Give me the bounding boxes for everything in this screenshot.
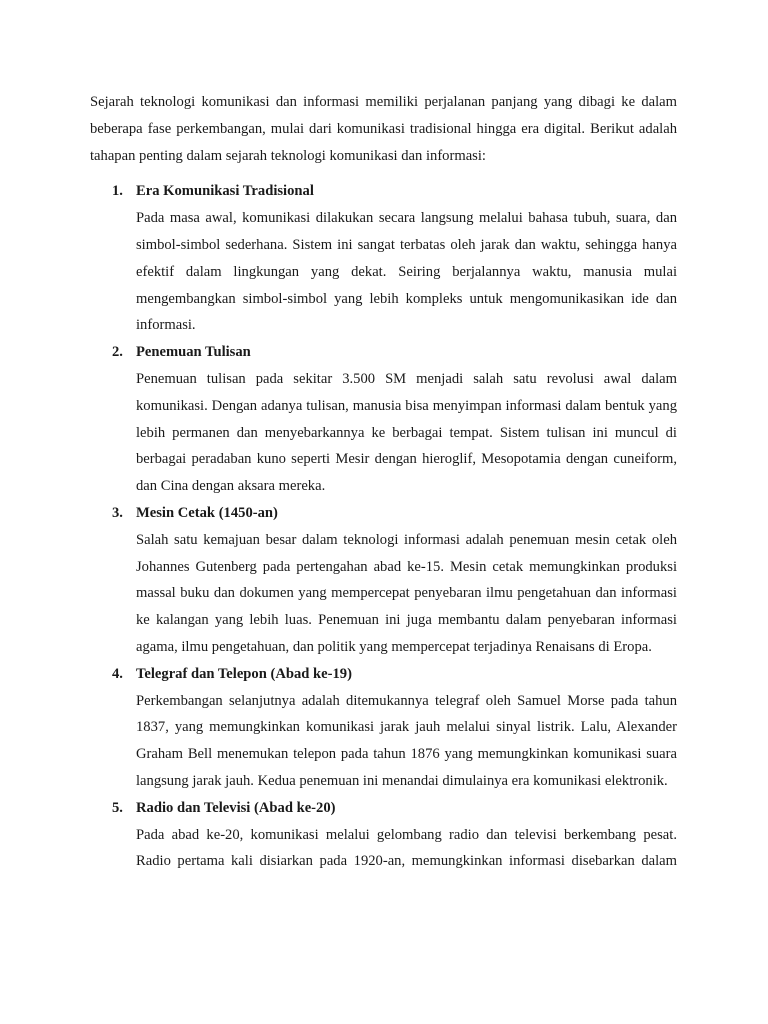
intro-paragraph: Sejarah teknologi komunikasi dan informasi memiliki perjalanan panjang yang dibagi ke dalam beberapa fase perkembangan, mulai dari komunikasi tradisional hingga era digital. Berikut adalah tahapan penting dalam sejarah teknologi komunikasi dan informasi: [90,94,677,164]
list-number: 3. [112,504,123,521]
section-heading: Telegraf dan Telepon (Abad ke-19) [136,665,352,682]
list-item [90,500,677,661]
section-heading: Penemuan Tulisan [136,344,251,361]
list-item [90,339,677,500]
history-list [90,178,677,875]
section-body: Salah satu kemajuan besar dalam teknologi informasi adalah penemuan mesin cetak oleh Johannes Gutenberg pada pertengahan abad ke-15. Mesin cetak memungkinkan produksi massal buku dan dokumen yang mempercepat penyebaran ilmu pengetahuan dan informasi ke kalangan yang lebih luas. Penemuan ini juga membantu dalam penyebaran informasi agama, ilmu pengetahuan, dan politik yang mempercepat terjadinya Renaisans di Eropa. [136,531,677,655]
section-heading: Radio dan Televisi (Abad ke-20) [136,799,336,816]
section-body: Perkembangan selanjutnya adalah ditemukannya telegraf oleh Samuel Morse pada tahun 1837, yang memungkinkan komunikasi jarak jauh melalui sinyal listrik. Lalu, Alexander Graham Bell menemukan telepon pada tahun 1876 yang memungkinkan komunikasi suara langsung jarak jauh. Kedua penemuan ini menandai dimulainya era komunikasi elektronik. [136,692,677,789]
section-body: Penemuan tulisan pada sekitar 3.500 SM menjadi salah satu revolusi awal dalam komunikasi. Dengan adanya tulisan, manusia bisa menyimpan informasi dalam bentuk yang lebih permanen dan menyebarkannya ke berbagai tempat. Sistem tulisan ini muncul di berbagai peradaban kuno seperti Mesir dengan hieroglif, Mesopotamia dengan cuneiform, dan Cina dengan aksara mereka. [136,370,677,495]
section-heading: Era Komunikasi Tradisional [136,183,314,200]
list-number: 2. [112,344,123,361]
list-item [90,178,677,339]
section-body: Pada abad ke-20, komunikasi melalui gelombang radio dan televisi berkembang pesat. Radio pertama kali disiarkan pada 1920-an, memungkinkan informasi disebarkan dalam [136,826,677,870]
list-item [90,795,677,875]
section-body: Pada masa awal, komunikasi dilakukan secara langsung melalui bahasa tubuh, suara, dan simbol-simbol sederhana. Sistem ini sangat terbatas oleh jarak dan waktu, sehingga hanya efektif dalam lingkungan yang dekat. Seiring berjalannya waktu, manusia mulai mengembangkan simbol-simbol yang lebih kompleks untuk mengomunikasikan ide dan informasi. [136,210,677,334]
list-item [90,661,677,795]
list-number: 1. [112,183,123,200]
list-number: 4. [112,665,123,682]
document-page [90,89,677,875]
section-heading: Mesin Cetak (1450-an) [136,504,278,521]
list-number: 5. [112,799,123,816]
